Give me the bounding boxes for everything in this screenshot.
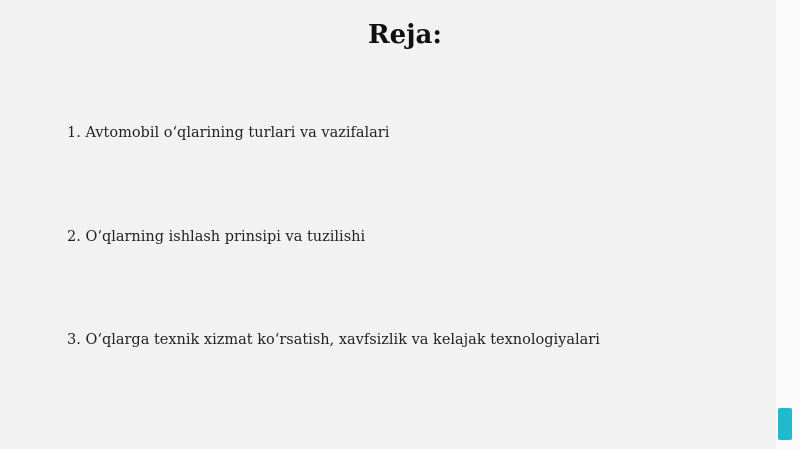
plan-item-1: 1. Avtomobil o‘qlarining turlari va vazifalari: [67, 125, 390, 141]
plan-item-3: 3. O‘qlarga texnik xizmat ko‘rsatish, xavfsizlik va kelajak texnologiyalari: [67, 332, 600, 348]
plan-item-2: 2. O‘qlarning ishlash prinsipi va tuzilishi: [67, 229, 366, 245]
scrollbar[interactable]: [776, 0, 800, 449]
slide-title: Reja:: [367, 20, 442, 50]
scrollbar-thumb[interactable]: [778, 408, 792, 440]
